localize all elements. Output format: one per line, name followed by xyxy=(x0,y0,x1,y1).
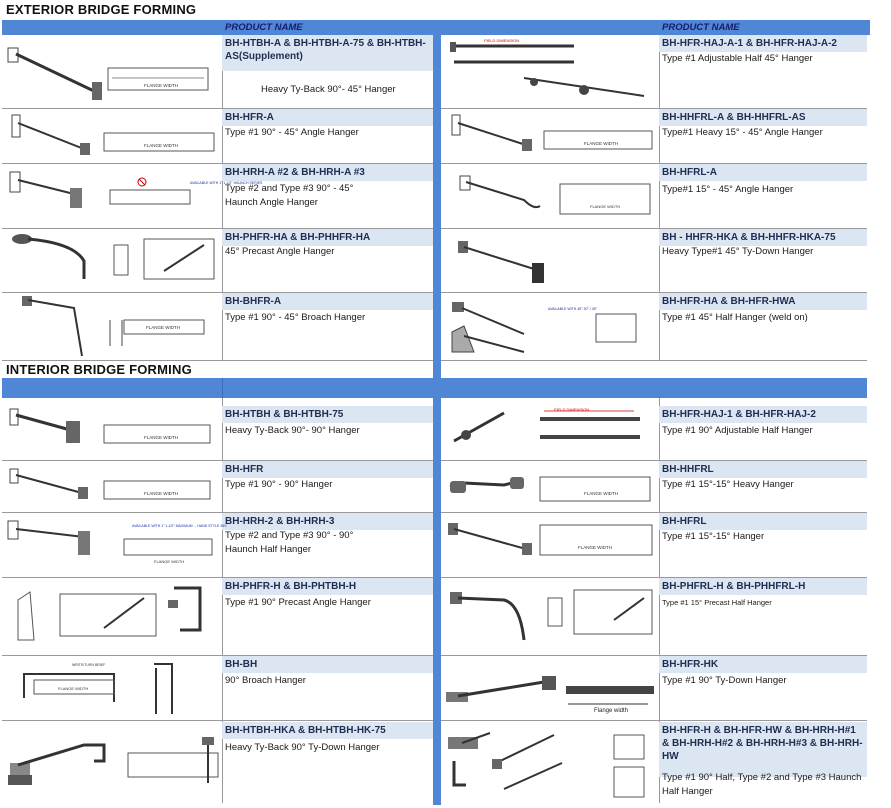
product-name: BH-PHFR-HA & BH-PHHFR-HA xyxy=(222,229,433,246)
product-name: BH-HFR-HK xyxy=(659,656,867,673)
product-description: Type #1 15° Precast Half Hanger xyxy=(662,598,772,607)
product-description: Type #1 Adjustable Half 45° Hanger xyxy=(662,53,813,64)
hanger-drawing xyxy=(4,231,218,289)
hanger-drawing xyxy=(4,401,218,457)
product-name: BH-HHFRL xyxy=(659,461,867,478)
hanger-drawing xyxy=(4,38,218,104)
grid-line xyxy=(2,360,433,361)
hanger-drawing xyxy=(444,658,656,718)
product-description: 45° Precast Angle Hanger xyxy=(225,246,335,257)
grid-line xyxy=(441,360,867,361)
product-description: Type #1 90° - 45° Angle Hanger xyxy=(225,127,359,138)
product-name: BH-HFR-H & BH-HFR-HW & BH-HRH-H#1 & BH-HRH-H#2 & BH-HRH-H#3 & BH-HRH-HW xyxy=(659,722,867,777)
hanger-drawing xyxy=(444,111,656,161)
hanger-drawing xyxy=(444,166,656,226)
product-name: BH-HFRL-A xyxy=(659,164,867,181)
product-description: Type #1 90° Adjustable Half Hanger xyxy=(662,425,813,436)
grid-line xyxy=(222,378,223,398)
hanger-drawing xyxy=(4,723,218,801)
product-name: BH-PHFRL-H & BH-PHHFRL-H xyxy=(659,578,867,595)
field-dimension-label: FIELD DIMENSION xyxy=(554,407,590,412)
grid-line xyxy=(441,720,867,721)
product-description: Type#1 Heavy 15° - 45° Angle Hanger xyxy=(662,127,823,138)
flange-width-label: FLANGE WIDTH xyxy=(584,141,619,146)
grid-line xyxy=(2,720,433,721)
flange-width-label: Flange width xyxy=(594,708,629,714)
flange-width-label: FLANGE WIDTH xyxy=(144,491,179,496)
flange-width-label: FLANGE WIDTH xyxy=(144,143,179,148)
product-description: Heavy Type#1 45° Ty-Down Hanger xyxy=(662,246,814,257)
hanger-drawing xyxy=(4,463,218,509)
hanger-drawing xyxy=(444,515,656,575)
flange-width-label: FLANGE WIDTH xyxy=(154,559,185,564)
hanger-drawing xyxy=(4,580,218,652)
exterior-header-product-name-left: PRODUCT NAME xyxy=(222,20,436,35)
availability-note: AVAILABLE WITH 1" 1-1/2" HAUNCH SERIES xyxy=(190,181,263,185)
product-name: BH-HFR-HA & BH-HFR-HWA xyxy=(659,293,867,310)
exterior-header-bar-left xyxy=(2,20,222,35)
product-name: BH - HHFR-HKA & BH-HHFR-HKA-75 xyxy=(659,229,867,246)
product-description: Heavy Ty-Back 90°- 90° Hanger xyxy=(225,425,360,436)
flange-width-label: FLANGE WIDTH xyxy=(578,545,613,550)
product-description: Type #2 and Type #3 90° - 45° Haunch Angle Hanger xyxy=(225,183,354,208)
interior-header-bar-right xyxy=(441,378,867,398)
flange-width-label: FLANGE WIDTH xyxy=(584,491,619,496)
hanger-drawing xyxy=(4,658,218,718)
product-description: Type #1 90° - 90° Hanger xyxy=(225,479,333,490)
hanger-drawing xyxy=(444,723,656,803)
product-description: 90° Broach Hanger xyxy=(225,675,306,686)
product-description: Type #1 90° Ty-Down Hanger xyxy=(662,675,787,686)
hanger-drawing xyxy=(4,515,227,575)
hanger-drawing xyxy=(444,463,656,509)
flange-width-label: FLANGE WIDTH xyxy=(590,204,621,209)
product-description: Type #1 90° - 45° Broach Hanger xyxy=(225,312,366,323)
product-description: Heavy Ty-Back 90° Ty-Down Hanger xyxy=(225,742,380,753)
hanger-drawing xyxy=(4,166,263,226)
availability-note: AVAILABLE WITH 45° 30° / 45° xyxy=(548,307,598,311)
product-name: BH-HRH-A #2 & BH-HRH-A #3 xyxy=(222,164,433,181)
hanger-drawing xyxy=(444,401,656,457)
product-description: Type #1 15°-15° Heavy Hanger xyxy=(662,479,794,490)
product-name: BH-BH xyxy=(222,656,433,673)
product-name: BH-HTBH-HKA & BH-HTBH-HK-75 xyxy=(222,722,433,739)
exterior-section-title: EXTERIOR BRIDGE FORMING xyxy=(6,2,197,17)
hanger-drawing xyxy=(444,296,656,356)
flange-width-label: FLANGE WIDTH xyxy=(144,83,179,88)
interior-section-title: INTERIOR BRIDGE FORMING xyxy=(6,362,192,377)
wire-tie-label: WRITE/TURN BRIEF xyxy=(72,663,106,667)
flange-width-label: FLANGE WIDTH xyxy=(144,435,179,440)
availability-note: AVAILABLE WITH 1" 1-1/2" MAXIMUM ... HAND STYLE 35S xyxy=(132,524,227,528)
exterior-header-product-name-right: PRODUCT NAME xyxy=(659,20,870,35)
product-name: BH-HTBH & BH-HTBH-75 xyxy=(222,406,433,423)
column-divider xyxy=(433,20,441,805)
product-name: BH-PHFR-H & BH-PHTBH-H xyxy=(222,578,433,595)
flange-width-label: FLANGE WIDTH xyxy=(146,325,181,330)
product-description: Type #1 15°-15° Hanger xyxy=(662,531,765,542)
product-description: Heavy Ty-Back 90°- 45° Hanger xyxy=(261,84,396,95)
interior-header-bar-left xyxy=(2,378,433,398)
hanger-drawing xyxy=(444,231,656,289)
hanger-drawing xyxy=(444,38,656,104)
product-name: BH-HRH-2 & BH-HRH-3 xyxy=(222,513,433,530)
product-name: BH-HFRL xyxy=(659,513,867,530)
product-name: BH-HFR xyxy=(222,461,433,478)
hanger-drawing xyxy=(444,580,656,652)
product-description: Type #1 45° Half Hanger (weld on) xyxy=(662,312,808,323)
field-dimension-label: FIELD DIMENSION xyxy=(484,38,520,43)
product-description: Type #1 90° Half, Type #2 and Type #3 Haunch Half Hanger xyxy=(662,772,862,797)
hanger-drawing xyxy=(4,296,218,356)
product-description: Type #1 90° Precast Angle Hanger xyxy=(225,597,371,608)
product-description: Type#1 15° - 45° Angle Hanger xyxy=(662,184,794,195)
product-name: BH-BHFR-A xyxy=(222,293,433,310)
product-name: BH-HHFRL-A & BH-HHFRL-AS xyxy=(659,109,867,126)
product-name: BH-HFR-A xyxy=(222,109,433,126)
product-name: BH-HFR-HAJ-1 & BH-HFR-HAJ-2 xyxy=(659,406,867,423)
product-description: Type #2 and Type #3 90° - 90° Haunch Half Hanger xyxy=(225,530,354,555)
flange-width-label: FLANGE WIDTH xyxy=(58,686,89,691)
hanger-drawing xyxy=(4,111,218,161)
exterior-header-bar-right xyxy=(441,20,659,35)
product-name: BH-HFR-HAJ-A-1 & BH-HFR-HAJ-A-2 xyxy=(659,35,867,52)
product-name: BH-HTBH-A & BH-HTBH-A-75 & BH-HTBH-AS(Supplement) xyxy=(222,35,433,71)
